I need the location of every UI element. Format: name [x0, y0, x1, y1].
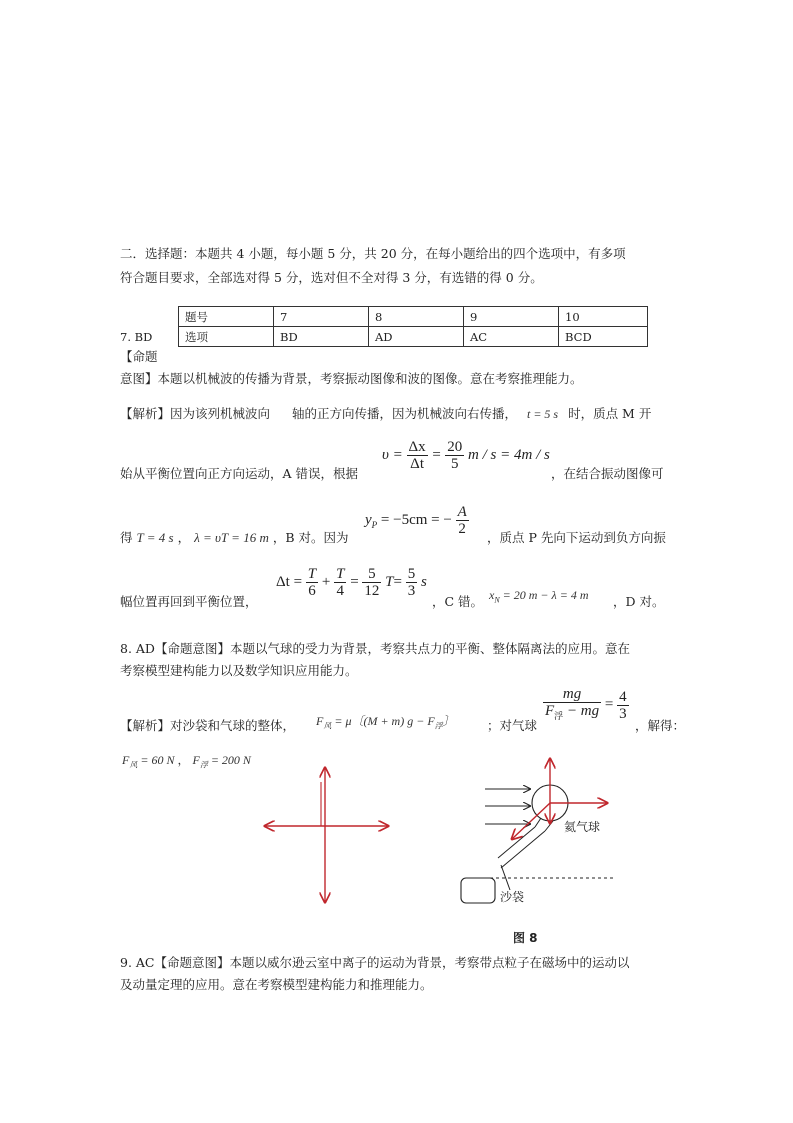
q7-analysis-1b: 轴的正方向传播，因为机械波向右传播，	[291, 406, 517, 421]
table-cell: AC	[464, 327, 559, 347]
ratio-den-rest: − mg	[563, 703, 600, 719]
table-cell: 题号	[179, 307, 274, 327]
section-heading-line1: 二．选择题：本题共 4 小题，每小题 5 分，共 20 分，在每小题给出的四个选项中，有多项	[120, 246, 626, 261]
ratio-den-sub: 浮	[554, 711, 564, 721]
q7-analysis-3c: ，质点 P 先向下运动到负方向振	[487, 530, 666, 545]
q7-analysis-3a: 得	[120, 530, 133, 545]
res1-value: = 60 N	[137, 753, 175, 767]
denominator: 3	[407, 583, 416, 599]
t5-formula: t = 5 s	[526, 407, 559, 421]
table-row	[179, 307, 648, 327]
q9-line2: 及动量定理的应用。意在考察模型建构能力和推理能力。	[120, 977, 433, 992]
numerator: T	[307, 566, 317, 582]
table-cell: 9	[464, 307, 559, 327]
numerator: A	[457, 504, 467, 520]
q8-line2: 考察模型建构能力以及数学知识应用能力。	[120, 663, 358, 678]
denominator: Δt	[410, 456, 424, 472]
dt-lhs: Δt =	[276, 573, 303, 590]
ratio-formula	[543, 686, 629, 724]
denominator: 4	[336, 583, 345, 599]
q7-analysis-line2	[120, 464, 358, 482]
numerator: 5	[407, 566, 416, 582]
f-wind-rest: = μ〔(M + m) g − F	[331, 714, 435, 728]
q7-analysis-3b: ，B 对。因为	[272, 530, 349, 545]
q7-analysis-2a: 始从平衡位置向正方向运动，A 错误，根据	[120, 466, 359, 481]
denominator: 2	[458, 521, 466, 537]
numerator: mg	[543, 686, 601, 703]
ratio-den-f: F	[545, 703, 555, 719]
table-cell: BD	[274, 327, 369, 347]
denominator: 6	[308, 583, 316, 599]
section-heading-line2: 符合题目要求，全部选对得 5 分，选对但不全对得 3 分，有选错的得 0 分。	[120, 270, 543, 285]
q7-analysis-1c: 时，质点 M 开	[568, 406, 652, 421]
sandbag-label: 沙袋	[500, 890, 525, 904]
q7-analysis-line3: 得 T = 4 s ， λ = υT = 16 m ，B 对。因为	[120, 530, 349, 545]
table-cell: AD	[369, 327, 464, 347]
q8-line1: 8. AD【命题意图】本题以气球的受力为背景，考察共点力的平衡、整体隔离法的应用。意在	[120, 641, 630, 656]
v-rest: m / s = 4m / s	[468, 446, 550, 463]
figure-caption: 图 8	[513, 931, 538, 945]
xn-formula	[489, 588, 589, 604]
denominator: 12	[364, 583, 380, 599]
q7-analysis-2b: ，在结合振动图像可	[551, 466, 664, 481]
numerator: T	[336, 566, 345, 582]
yp-sub: P	[371, 519, 378, 530]
equals: =	[431, 446, 442, 463]
period-formula: T = 4 s	[136, 530, 174, 545]
q7-intent-start: 【命题	[120, 349, 158, 364]
numerator: 4	[619, 688, 627, 705]
fraction	[617, 689, 629, 722]
numerator: 20	[447, 439, 463, 455]
force-diagram	[255, 760, 395, 910]
yp-lhs: y	[365, 511, 372, 528]
balloon-label: 氦气球	[564, 820, 601, 834]
v-lhs: υ =	[382, 446, 403, 463]
fraction	[362, 566, 381, 599]
wavelength-formula: λ = υT = 16 m	[194, 530, 269, 545]
fraction	[334, 566, 346, 599]
q8-analysis-b: ；对气球	[487, 718, 538, 733]
q7-number: 7. BD	[120, 330, 153, 344]
q7-analysis-4c: ，D 对。	[613, 594, 665, 609]
q7-analysis-line1	[120, 404, 651, 422]
q8-analysis-c: ，解得：	[635, 718, 686, 733]
fraction	[456, 504, 469, 537]
balloon-figure	[455, 755, 625, 915]
yp-formula	[365, 504, 469, 537]
q8-analysis-a: 【解析】对沙袋和气球的整体，	[120, 718, 296, 733]
f-wind: F	[316, 714, 324, 728]
table-cell: 7	[274, 307, 369, 327]
table-cell: 10	[559, 307, 648, 327]
velocity-formula	[382, 439, 550, 472]
denominator: 3	[619, 705, 627, 722]
table-cell: BCD	[559, 327, 648, 347]
fraction	[445, 439, 464, 472]
q7-analysis-1a: 【解析】因为该列机械波向	[120, 406, 271, 421]
wind-force-formula	[316, 712, 455, 731]
res1-f: F	[122, 753, 130, 767]
res-separator: ，	[177, 753, 190, 767]
fraction	[543, 686, 601, 724]
equals: =	[604, 696, 614, 713]
f-wind-end: 〕	[442, 714, 455, 728]
numerator: Δx	[408, 439, 426, 455]
res2-f: F	[192, 753, 200, 767]
xn-var: x	[489, 588, 495, 602]
q7-analysis-4a: 幅位置再回到平衡位置，	[120, 594, 258, 609]
table-cell: 选项	[179, 327, 274, 347]
table-cell: 8	[369, 307, 464, 327]
answer-table	[178, 306, 648, 347]
numerator: 5	[362, 566, 381, 583]
q7-analysis-4b: ，C 错。	[432, 594, 484, 609]
xn-sub: N	[494, 595, 500, 605]
xn-rest: = 20 m − λ = 4 m	[499, 588, 589, 602]
result-forces	[122, 751, 251, 770]
delta-t-formula: Δt = $\frac{T}{6}$ + $\frac{T}{4}$ = $\frac{5}{12}$ T= $\frac{5}{3}$ s	[276, 566, 427, 599]
denominator: 5	[451, 456, 459, 472]
f-buoy-sub: 浮	[434, 721, 443, 731]
q9-line1: 9. AC【命题意图】本题以威尔逊云室中离子的运动为背景，考察带点粒子在磁场中的运动以	[120, 955, 630, 970]
fraction	[407, 439, 428, 472]
fraction	[306, 566, 318, 599]
f-wind-sub: 风	[323, 721, 332, 731]
res2-sub: 浮	[199, 760, 208, 770]
q7-intent: 意图】本题以机械波的传播为背景，考察振动图像和波的图像。意在考察推理能力。	[120, 371, 583, 386]
sandbag-icon	[461, 878, 495, 903]
res2-value: = 200 N	[207, 753, 251, 767]
tension-arrow-icon	[512, 803, 550, 839]
yp-mid: = −5cm = −	[377, 511, 452, 528]
res1-sub: 风	[129, 760, 138, 770]
table-row	[179, 327, 648, 347]
rope	[498, 827, 545, 868]
fraction	[406, 566, 418, 599]
